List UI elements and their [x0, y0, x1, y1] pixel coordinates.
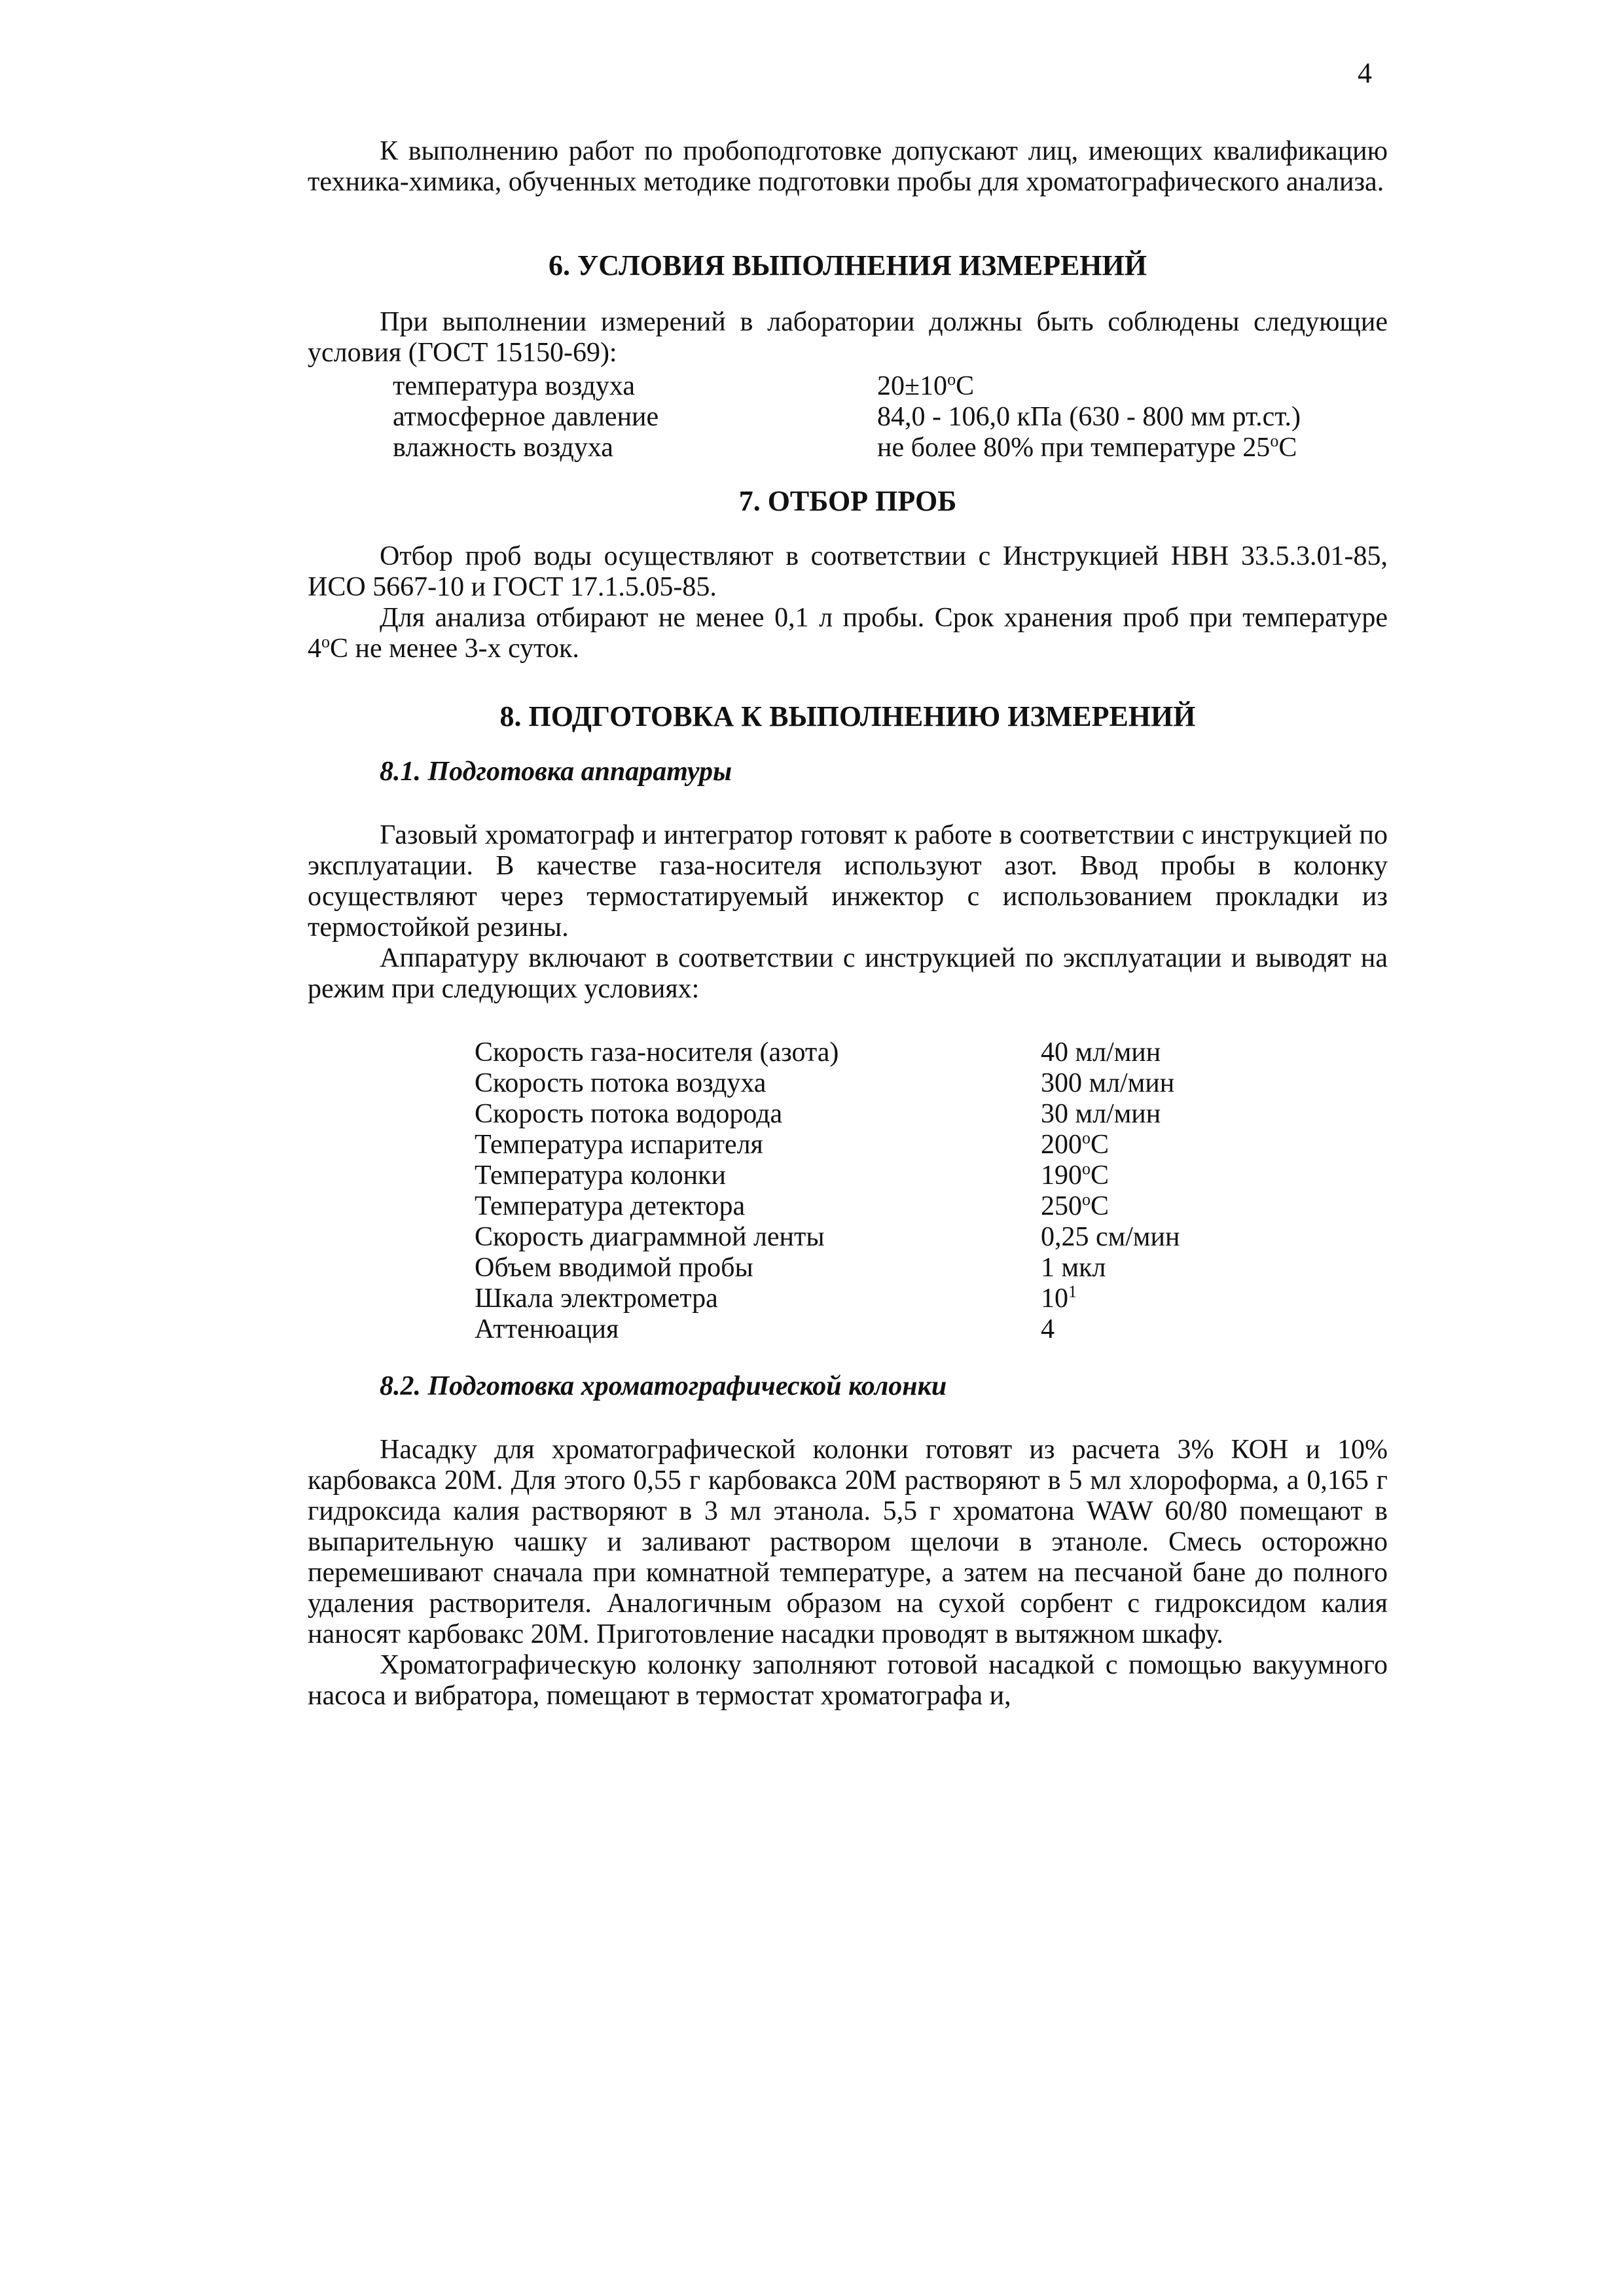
- section-7-paragraph-1: Отбор проб воды осуществляют в соответствии с Инструкцией НВН 33.5.3.01-85, ИСО 5667-10 и ГОСТ 17.1.5.05-85.: [308, 541, 1388, 602]
- parameter-label: Объем вводимой пробы: [475, 1253, 753, 1283]
- conditions-list: [308, 371, 1388, 463]
- parameter-value: 0,25 см/мин: [1041, 1222, 1180, 1252]
- subsection-8-2-paragraph-2: Хроматографическую колонку заполняют готовой насадкой с помощью вакуумного насоса и вибратора, помещают в термостат хроматографа и,: [308, 1650, 1388, 1711]
- parameter-label: Скорость потока воздуха: [475, 1068, 767, 1098]
- apparatus-parameters-list: [308, 1037, 1388, 1345]
- parameter-value: 1 мкл: [1041, 1253, 1106, 1283]
- parameter-value: 300 мл/мин: [1041, 1068, 1175, 1098]
- parameter-label: Скорость газа-носителя (азота): [475, 1037, 839, 1067]
- parameter-label: Скорость диаграммной ленты: [475, 1222, 825, 1252]
- subsection-8-2-paragraph-1: Насадку для хроматографической колонки готовят из расчета 3% КОН и 10% карбовакса 20М. Для этого 0,55 г карбовакса 20М растворяют в 5 мл хлороформа, а 0,165 г гидроксида калия растворяют в 3 мл этанола. 5,5 г хроматона WAW 60/80 помещают в выпарительную чашку и заливают раствором щелочи в этаноле. Смесь осторожно перемешивают сначала при комнатной температуре, а затем на песчаной бане до полного удаления растворителя. Аналогичным образом на сухой сорбент с гидроксидом калия наносят карбовакс 20М. Приготовление насадки проводят в вытяжном шкафу.: [308, 1435, 1388, 1649]
- condition-value: $20\pm 10^оС$: [877, 370, 975, 401]
- parameter-label: Аттенюация: [475, 1314, 619, 1344]
- condition-label: температура воздуха: [393, 371, 636, 401]
- condition-value: 84,0 - 106,0 кПа (630 - 800 мм рт.ст.): [877, 402, 1301, 432]
- section-6-paragraph: При выполнении измерений в лаборатории должны быть соблюдены следующие условия (ГОСТ 15150-69):: [308, 307, 1388, 368]
- condition-value: не более 80% при температуре $25^оС$: [877, 431, 1297, 463]
- parameter-value: $190^оС$: [1041, 1159, 1110, 1191]
- intro-paragraph: К выполнению работ по пробоподготовке допускают лиц, имеющих квалификацию техника-химика, обученных методике подготовки пробы для хроматографического анализа.: [308, 136, 1388, 197]
- parameter-value: 40 мл/мин: [1041, 1037, 1161, 1067]
- section-8-title: 8. ПОДГОТОВКА К ВЫПОЛНЕНИЮ ИЗМЕРЕНИЙ: [499, 700, 1196, 732]
- subsection-8-1-paragraph-2: Аппаратуру включают в соответствии с инструкцией по эксплуатации и выводят на режим при следующих условиях:: [308, 943, 1388, 1004]
- parameter-label: Температура детектора: [475, 1191, 746, 1221]
- parameter-label: Температура колонки: [475, 1160, 726, 1191]
- section-7-title: 7. ОТБОР ПРОБ: [738, 485, 957, 517]
- page-content: [308, 136, 1388, 1712]
- parameter-label: Скорость потока водорода: [475, 1099, 783, 1129]
- parameter-value: $250^оС$: [1041, 1190, 1110, 1221]
- parameter-value: $10^1$: [1041, 1282, 1077, 1314]
- parameter-label: Шкала электрометра: [475, 1283, 718, 1314]
- parameter-label: Температура испарителя: [475, 1130, 763, 1160]
- parameter-value: $200^оС$: [1041, 1128, 1110, 1160]
- page-number: 4: [1358, 57, 1372, 89]
- subsection-8-2-title: 8.2. Подготовка хроматографической колонки: [380, 1371, 947, 1401]
- parameter-value: 30 мл/мин: [1041, 1099, 1161, 1129]
- subsection-8-1-paragraph-1: Газовый хроматограф и интегратор готовят к работе в соответствии с инструкцией по эксплуатации. В качестве газа-носителя используют азот. Ввод пробы в колонку осуществляют через термостатируемый инжектор с использованием прокладки из термостойкой резины.: [308, 820, 1388, 942]
- parameter-value: 4: [1041, 1314, 1055, 1344]
- section-6-title: 6. УСЛОВИЯ ВЫПОЛНЕНИЯ ИЗМЕРЕНИЙ: [549, 249, 1147, 281]
- section-7-paragraph-2: Для анализа отбирают не менее 0,1 л пробы. Срок хранения проб при температуре $4^оС$ не менее 3-х суток.: [308, 603, 1388, 664]
- condition-label: атмосферное давление: [393, 402, 659, 432]
- condition-label: влажность воздуха: [393, 433, 613, 463]
- subsection-8-1-title: 8.1. Подготовка аппаратуры: [380, 757, 732, 787]
